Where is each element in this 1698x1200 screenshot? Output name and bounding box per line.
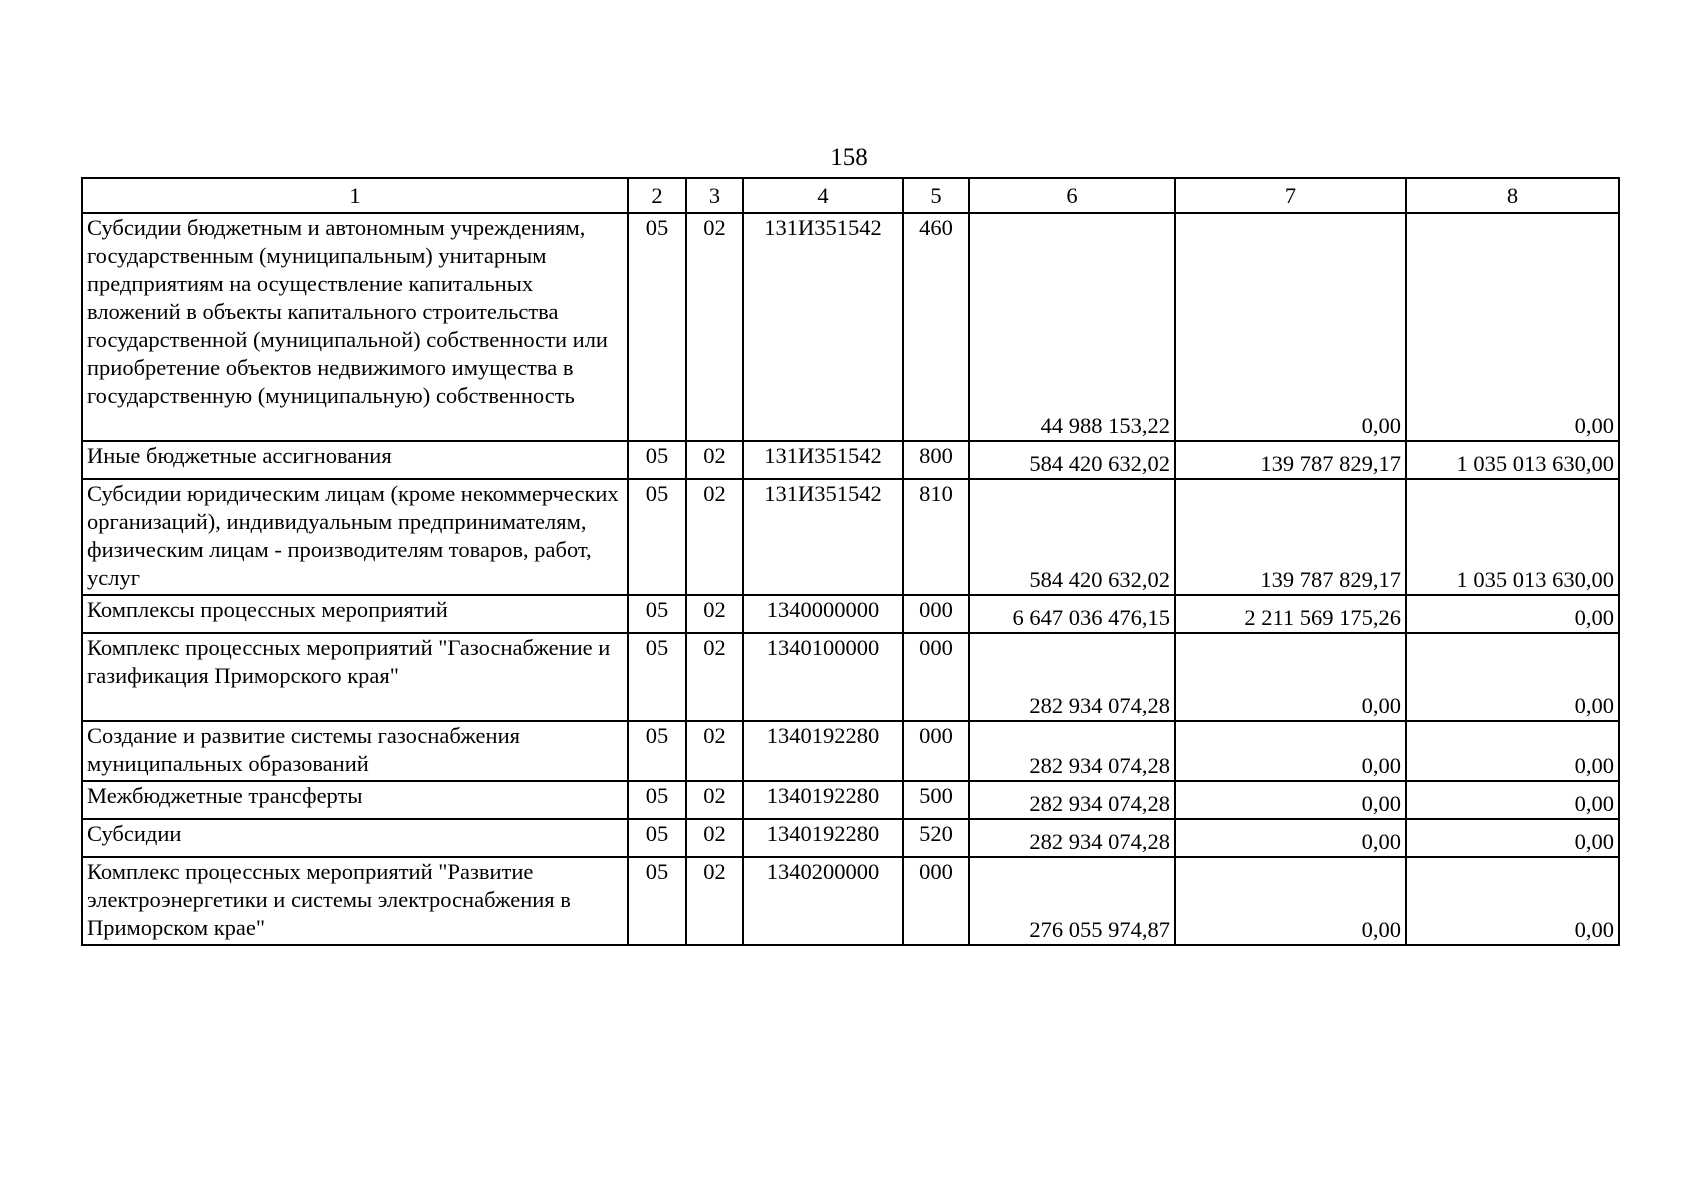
row-name: Иные бюджетные ассигнования: [82, 441, 628, 479]
section-code: 05: [628, 479, 686, 595]
target-article-code: 131И351542: [743, 213, 903, 441]
target-article-code: 1340100000: [743, 633, 903, 721]
section-code: 05: [628, 857, 686, 945]
section-code: 05: [628, 213, 686, 441]
amount-col8: 0,00: [1406, 721, 1619, 781]
amount-col8: 0,00: [1406, 781, 1619, 819]
amount-col7: 0,00: [1175, 633, 1406, 721]
table-row: [82, 479, 1619, 595]
section-code: 05: [628, 633, 686, 721]
subsection-code: 02: [686, 781, 743, 819]
expense-type-code: 500: [903, 781, 969, 819]
subsection-code: 02: [686, 633, 743, 721]
expense-type-code: 000: [903, 721, 969, 781]
row-name: Субсидии бюджетным и автономным учреждениям, государственным (муниципальным) унитарным предприятиям на осуществление капитальных вложений в объекты капитального строительства государственной (муниципальной) собственности или приобретение объектов недвижимого имущества в государственную (муниципальную) собственность: [82, 213, 628, 441]
column-header: 8: [1406, 178, 1619, 213]
amount-col8: 1 035 013 630,00: [1406, 441, 1619, 479]
expense-type-code: 800: [903, 441, 969, 479]
subsection-code: 02: [686, 721, 743, 781]
column-header: 1: [82, 178, 628, 213]
expense-type-code: 520: [903, 819, 969, 857]
target-article-code: 131И351542: [743, 441, 903, 479]
table-row: [82, 857, 1619, 945]
row-name: Комплексы процессных мероприятий: [82, 595, 628, 633]
row-name: Комплекс процессных мероприятий "Развитие электроэнергетики и системы электроснабжения в Приморском крае": [82, 857, 628, 945]
table-row: [82, 595, 1619, 633]
amount-col8: 0,00: [1406, 213, 1619, 441]
subsection-code: 02: [686, 857, 743, 945]
subsection-code: 02: [686, 213, 743, 441]
amount-col6: 282 934 074,28: [969, 633, 1175, 721]
column-header: 4: [743, 178, 903, 213]
target-article-code: 1340192280: [743, 721, 903, 781]
subsection-code: 02: [686, 819, 743, 857]
amount-col7: 0,00: [1175, 819, 1406, 857]
amount-col6: 584 420 632,02: [969, 441, 1175, 479]
page-number: 158: [830, 144, 868, 171]
target-article-code: 1340200000: [743, 857, 903, 945]
amount-col8: 0,00: [1406, 857, 1619, 945]
expense-type-code: 000: [903, 857, 969, 945]
amount-col8: 1 035 013 630,00: [1406, 479, 1619, 595]
subsection-code: 02: [686, 479, 743, 595]
amount-col6: 282 934 074,28: [969, 781, 1175, 819]
amount-col7: 0,00: [1175, 213, 1406, 441]
column-number-row: [82, 178, 1619, 213]
amount-col6: 584 420 632,02: [969, 479, 1175, 595]
amount-col7: 0,00: [1175, 857, 1406, 945]
amount-col8: 0,00: [1406, 595, 1619, 633]
amount-col6: 282 934 074,28: [969, 721, 1175, 781]
amount-col6: 6 647 036 476,15: [969, 595, 1175, 633]
target-article-code: 131И351542: [743, 479, 903, 595]
table-row: [82, 633, 1619, 721]
table-row: [82, 721, 1619, 781]
column-header: 2: [628, 178, 686, 213]
row-name: Создание и развитие системы газоснабжения муниципальных образований: [82, 721, 628, 781]
row-name: Комплекс процессных мероприятий "Газоснабжение и газификация Приморского края": [82, 633, 628, 721]
target-article-code: 1340192280: [743, 819, 903, 857]
table-row: [82, 441, 1619, 479]
section-code: 05: [628, 819, 686, 857]
row-name: Субсидии юридическим лицам (кроме некоммерческих организаций), индивидуальным предпринимателям, физическим лицам - производителям товаров, работ, услуг: [82, 479, 628, 595]
column-header: 7: [1175, 178, 1406, 213]
table-row: [82, 213, 1619, 441]
section-code: 05: [628, 721, 686, 781]
table-row: [82, 819, 1619, 857]
row-name: Межбюджетные трансферты: [82, 781, 628, 819]
amount-col6: 282 934 074,28: [969, 819, 1175, 857]
row-name: Субсидии: [82, 819, 628, 857]
subsection-code: 02: [686, 595, 743, 633]
section-code: 05: [628, 595, 686, 633]
expense-type-code: 000: [903, 633, 969, 721]
expense-type-code: 000: [903, 595, 969, 633]
amount-col7: 0,00: [1175, 721, 1406, 781]
amount-col7: 139 787 829,17: [1175, 479, 1406, 595]
section-code: 05: [628, 441, 686, 479]
table-row: [82, 781, 1619, 819]
column-header: 6: [969, 178, 1175, 213]
column-header: 5: [903, 178, 969, 213]
target-article-code: 1340000000: [743, 595, 903, 633]
amount-col7: 139 787 829,17: [1175, 441, 1406, 479]
section-code: 05: [628, 781, 686, 819]
amount-col7: 2 211 569 175,26: [1175, 595, 1406, 633]
subsection-code: 02: [686, 441, 743, 479]
expense-type-code: 810: [903, 479, 969, 595]
amount-col8: 0,00: [1406, 819, 1619, 857]
amount-col7: 0,00: [1175, 781, 1406, 819]
amount-col8: 0,00: [1406, 633, 1619, 721]
expense-type-code: 460: [903, 213, 969, 441]
column-header: 3: [686, 178, 743, 213]
budget-table: [81, 177, 1620, 946]
amount-col6: 44 988 153,22: [969, 213, 1175, 441]
amount-col6: 276 055 974,87: [969, 857, 1175, 945]
target-article-code: 1340192280: [743, 781, 903, 819]
